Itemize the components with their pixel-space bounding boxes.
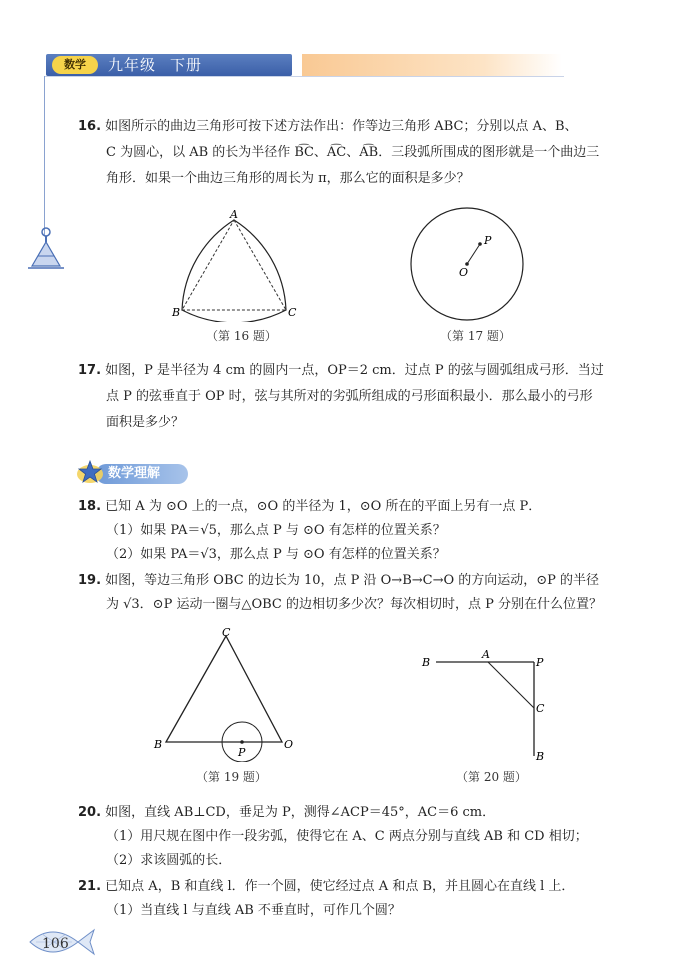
problem-16-number: 16. (78, 119, 102, 134)
label-P: P (238, 746, 246, 759)
label-O: O (459, 266, 469, 279)
problem-19-line-1: 19. 如图，等边三角形 OBC 的边长为 10，点 P 沿 O→B→C→O 的方向运动，⊙P 的半径 (78, 573, 600, 588)
page-number: 106 (42, 936, 69, 952)
problem-17-line-1: 17. 如图，P 是半径为 4 cm 的圆内一点，OP＝2 cm．过点 P 的弦与圆弧组成弓形．当过 (78, 363, 604, 378)
problem-18-number: 18. (78, 499, 102, 514)
label-A: A (482, 648, 490, 661)
header-divider (44, 76, 564, 77)
problem-16-line-2: C 为圆心，以 AB 的长为半径作 B͡C、A͡C、A͡B．三段弧所围成的图形就是一个曲边三 (106, 145, 600, 160)
problem-20-sub-1: （1）用尺规在图中作一段劣弧，使得它在 A、C 两点分别与直线 AB 和 CD 相切； (106, 829, 588, 844)
subject-badge: 数学 (52, 56, 98, 74)
label-B-bottom: B (536, 750, 545, 763)
figure-16 (168, 208, 298, 322)
compass-icon (26, 226, 66, 272)
problem-18-line-1: 18. 已知 A 为 ⊙O 上的一点，⊙O 的半径为 1，⊙O 所在的平面上另有一点 P． (78, 499, 542, 514)
figure-20 (420, 644, 560, 764)
problem-19-number: 19. (78, 573, 102, 588)
problem-21-sub-1: （1）当直线 l 与直线 AB 不垂直时，可作几个圆？ (106, 903, 401, 918)
star-icon (76, 458, 104, 486)
label-P: P (484, 234, 492, 247)
problem-17-line-2: 点 P 的弦垂直于 OP 时，弦与其所对的劣弧所组成的弓形面积最小．那么最小的弓形 (106, 389, 593, 404)
problem-16-line-3: 角形．如果一个曲边三角形的周长为 π，那么它的面积是多少？ (106, 171, 470, 186)
problem-18-sub-1: （1）如果 PA＝√5，那么点 P 与 ⊙O 有怎样的位置关系？ (106, 523, 446, 538)
problem-21-number: 21. (78, 879, 102, 894)
figure-20-caption: （第 20 题） (456, 770, 527, 784)
figure-19 (150, 626, 300, 762)
problem-20-line-1: 20. 如图，直线 AB⊥CD，垂足为 P，测得∠ACP＝45°，AC＝6 cm． (78, 805, 496, 820)
header-decoration (302, 54, 562, 76)
label-C: C (288, 306, 297, 319)
problem-18-sub-2: （2）如果 PA＝√3，那么点 P 与 ⊙O 有怎样的位置关系？ (106, 547, 446, 562)
figure-17 (404, 204, 530, 326)
problem-16-line-1: 16. 如图所示的曲边三角形可按下述方法作出：作等边三角形 ABC；分别以点 A、B、 (78, 119, 578, 134)
label-B-top: B (422, 656, 431, 669)
problem-21-line-1: 21. 已知点 A，B 和直线 l．作一个圆，使它经过点 A 和点 B，并且圆心在直线 l 上． (78, 879, 575, 894)
label-B: B (154, 738, 163, 751)
section-title: 数学理解 (108, 466, 161, 481)
label-P: P (536, 656, 544, 669)
grade-label: 九年级 (108, 56, 157, 74)
figure-16-caption: （第 16 题） (206, 329, 277, 343)
term-label: 下册 (170, 56, 203, 74)
label-B: B (172, 306, 181, 319)
figure-17-caption: （第 17 题） (440, 329, 511, 343)
problem-19-line-2: 为 √3．⊙P 运动一圈与△OBC 的边相切多少次？每次相切时，点 P 分别在什么位置？ (106, 597, 602, 612)
label-A: A (230, 208, 238, 221)
figure-19-caption: （第 19 题） (196, 770, 267, 784)
problem-20-sub-2: （2）求该圆弧的长． (106, 853, 232, 868)
margin-rule (44, 76, 45, 236)
header-title (108, 55, 202, 75)
problem-17-number: 17. (78, 363, 102, 378)
label-C: C (222, 626, 231, 639)
problem-17-line-3: 面积是多少？ (106, 415, 185, 430)
label-O: O (284, 738, 294, 751)
problem-20-number: 20. (78, 805, 102, 820)
label-C: C (536, 702, 545, 715)
